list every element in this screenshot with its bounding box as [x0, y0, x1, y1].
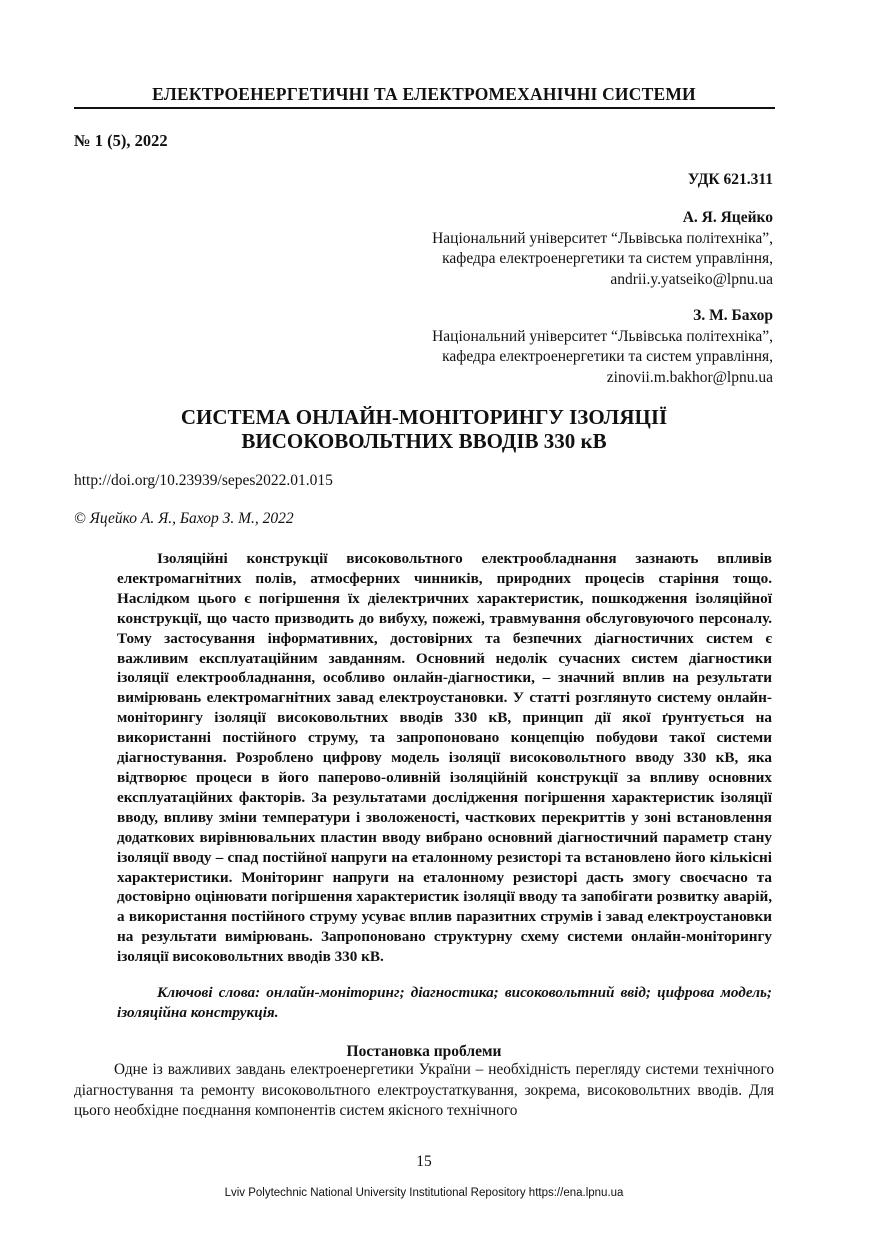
author-email[interactable]: zinovii.m.bakhor@lpnu.ua: [606, 368, 773, 386]
page-number: 15: [416, 1153, 432, 1170]
paper-title-line-1: СИСТЕМА ОНЛАЙН-МОНІТОРИНГУ ІЗОЛЯЦІЇ: [180, 405, 668, 429]
header-divider: [74, 107, 775, 109]
author-affiliation: Національний університет “Львівська політехніка”,: [432, 327, 773, 345]
abstract: Ізоляційні конструкції високовольтного електрообладнання зазнають впливів електромагнітних полів, атмосферних чинників, природних процесів старіння тощо. Наслідком цього є погіршення їх діелектричних характеристик, пошкодження ізоляційної конструкції, що часто призводить до вибуху, пожежі, травмування обслуговуючого персоналу. Тому застосування інформативних, достовірних та безпечних діагностичних систем є важливим експлуатаційним завданням. Основний недолік сучасних систем діагностики ізоляції електрообладнання, особливо онлайн-діагностики, – значний вплив на результати вимірювань електромагнітних завад електроустановки. У статті розглянуто систему онлайн-моніторингу ізоляції високовольтних вводів 330 кВ, принцип дії якої ґрунтується на використанні постійного струму, та запропоновано концепцію побудови такої системи діагностування. Розроблено цифрову модель ізоляції високовольтного вводу 330 кВ, яка відтворює процеси в його паперово-оливній ізоляційній конструкції за впливу основних експлуатаційних факторів. За результатами дослідження погіршення характеристик ізоляції вводу, впливу зміни температури і зволоженості, часткових перекриттів у зоні встановлення додаткових вирівнювальних пластин вводу вибрано основний діагностичний параметр стану ізоляції вводу – спад постійної напруги на еталонному резисторі та встановлено його кількісні характеристики. Моніторинг напруги на еталонному резисторі дасть змогу своєчасно та достовірно оцінювати погіршення характеристик ізоляції вводу та запобігати розвитку аварій, а використання постійного струму усуває вплив паразитних струмів і завад електроустановки на результати вимірювань. Запропоновано структурну схему системи онлайн-моніторингу ізоляції високовольтних вводів 330 кВ.: [117, 550, 772, 966]
doi-link[interactable]: http://doi.org/10.23939/sepes2022.01.015: [74, 472, 333, 489]
journal-title: ЕЛЕКТРОЕНЕРГЕТИЧНІ ТА ЕЛЕКТРОМЕХАНІЧНІ СИСТЕМИ: [152, 84, 696, 104]
paper-title-line-2: ВИСОКОВОЛЬТНИХ ВВОДІВ 330 кВ: [241, 429, 607, 453]
author-email[interactable]: andrii.y.yatseiko@lpnu.ua: [610, 270, 773, 288]
issue-number: № 1 (5), 2022: [74, 131, 168, 150]
paper-title: [74, 405, 774, 453]
author-department: кафедра електроенергетики та систем управління,: [442, 250, 773, 267]
repository-footer: Lviv Polytechnic National University Institutional Repository https://ena.lpnu.ua: [224, 1187, 624, 1199]
author-block-2: [432, 306, 773, 388]
author-name: З. М. Бахор: [693, 307, 773, 324]
author-name: А. Я. Яцейко: [682, 209, 773, 226]
keywords: Ключові слова: онлайн-моніторинг; діагностика; високовольтний ввід; цифрова модель; ізоляційна конструкція.: [117, 984, 772, 1021]
udc-code: УДК 621.311: [687, 171, 773, 188]
author-affiliation: Національний університет “Львівська політехніка”,: [432, 229, 773, 247]
body-paragraph: Одне із важливих завдань електроенергетики України – необхідність перегляду системи технічного діагностування та ремонту високовольтного електроустаткування, зокрема, високовольтних вводів. Для цього необхідне поєднання компонентів систем якісного технічного: [74, 1061, 774, 1119]
section-heading: Постановка проблеми: [346, 1043, 502, 1060]
copyright: © Яцейко А. Я., Бахор З. М., 2022: [74, 510, 294, 527]
author-department: кафедра електроенергетики та систем управління,: [442, 348, 773, 365]
author-block-1: [432, 208, 773, 290]
